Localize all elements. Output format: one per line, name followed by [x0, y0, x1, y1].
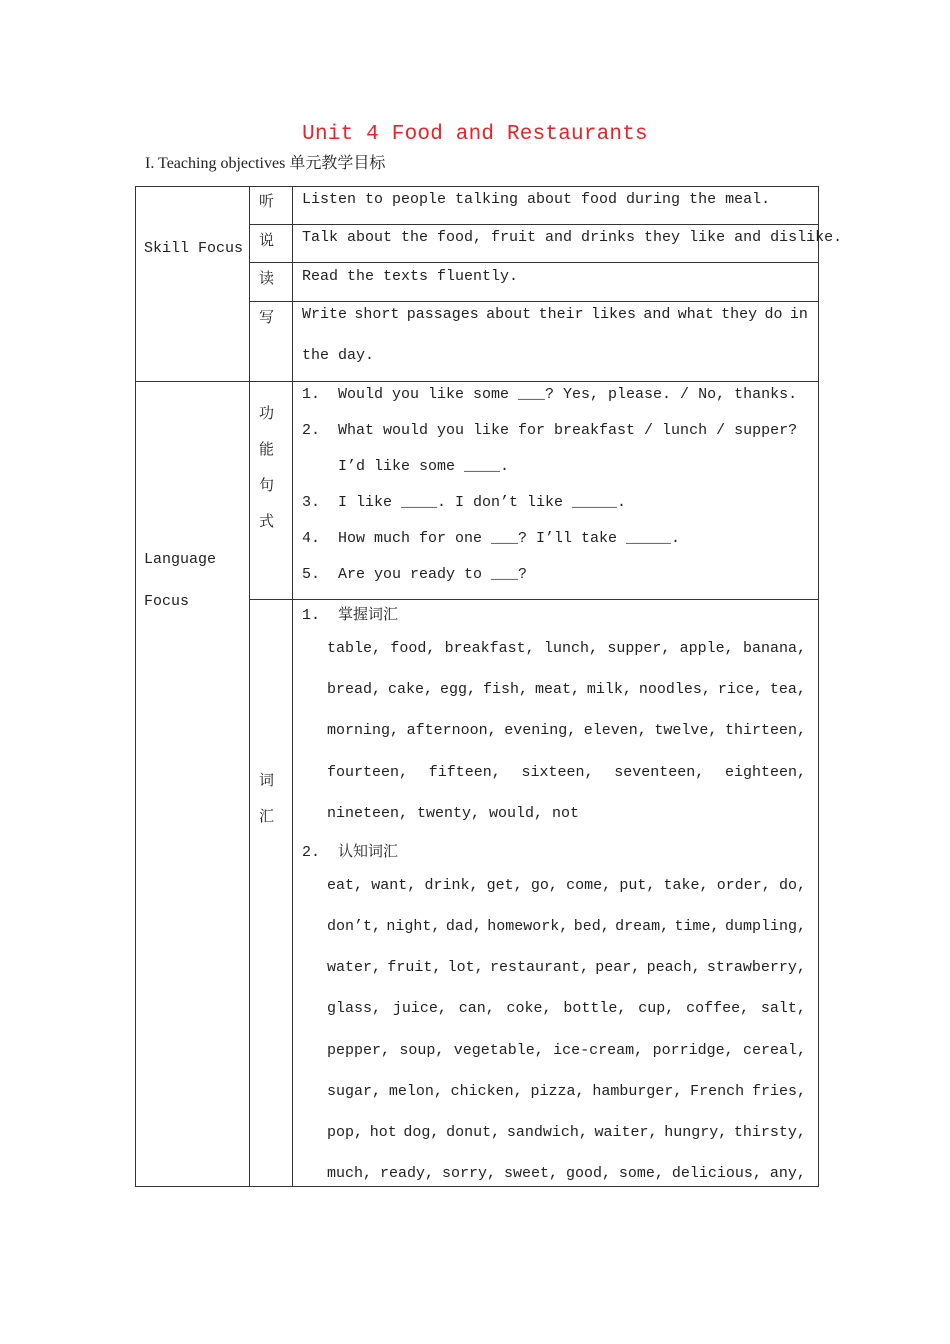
vocab-line: eat, want, drink, get, go, come, put, take, order, do,	[327, 877, 806, 894]
skill-key-read: 读	[259, 269, 275, 287]
language-focus-label: Language	[144, 551, 217, 568]
table-border	[249, 301, 819, 302]
table-border	[249, 224, 819, 225]
vocab-heading-master: 1. 掌握词汇	[302, 607, 399, 624]
vocab-key: 汇	[259, 807, 275, 825]
functional-key: 功	[259, 404, 275, 422]
sentence-pattern: 2. What would you like for breakfast / lunch / supper?	[302, 422, 798, 439]
vocab-line: nineteen, twenty, would, not	[327, 805, 580, 822]
vocab-line: much, ready, sorry, sweet, good, some, delicious, any,	[327, 1165, 806, 1182]
language-focus-label: Focus	[144, 593, 190, 610]
section-heading: I. Teaching objectives 单元教学目标	[145, 155, 386, 172]
vocab-heading-cognitive: 2. 认知词汇	[302, 844, 399, 861]
vocab-line: fourteen, fifteen, sixteen, seventeen, eighteen,	[327, 764, 806, 781]
table-border	[292, 186, 293, 1187]
sentence-pattern: 3. I like ____. I don’t like _____.	[302, 494, 627, 511]
table-border	[135, 381, 819, 382]
functional-key: 句	[259, 476, 275, 494]
table-border	[249, 599, 819, 600]
skill-text-write-line1: Write short passages about their likes and what they do in	[302, 306, 808, 323]
table-border	[135, 186, 819, 187]
page-title: Unit 4 Food and Restaurants	[302, 123, 648, 146]
vocab-line: water, fruit, lot, restaurant, pear, peach, strawberry,	[327, 959, 806, 976]
vocab-key: 词	[259, 771, 275, 789]
table-border	[818, 186, 819, 1187]
sentence-pattern: I’d like some ____.	[302, 458, 510, 475]
vocab-line: pepper, soup, vegetable, ice-cream, porridge, cereal,	[327, 1042, 806, 1059]
vocab-line: morning, afternoon, evening, eleven, twelve, thirteen,	[327, 722, 806, 739]
vocab-line: sugar, melon, chicken, pizza, hamburger, French fries,	[327, 1083, 806, 1100]
table-border	[249, 262, 819, 263]
skill-text-write-line2: the day.	[302, 347, 375, 364]
vocab-line: bread, cake, egg, fish, meat, milk, noodles, rice, tea,	[327, 681, 806, 698]
skill-key-write: 写	[259, 308, 275, 326]
table-border	[249, 186, 250, 1187]
functional-key: 能	[259, 440, 275, 458]
skill-focus-label: Skill Focus	[144, 240, 244, 257]
skill-key-listen: 听	[259, 192, 275, 210]
vocab-line: don’t, night, dad, homework, bed, dream, time, dumpling,	[327, 918, 806, 935]
sentence-pattern: 4. How much for one ___? I’ll take _____.	[302, 530, 681, 547]
vocab-line: pop, hot dog, donut, sandwich, waiter, hungry, thirsty,	[327, 1124, 806, 1141]
skill-text-speak: Talk about the food, fruit and drinks they like and dislike.	[302, 229, 843, 246]
vocab-line: table, food, breakfast, lunch, supper, apple, banana,	[327, 640, 806, 657]
skill-text-listen: Listen to people talking about food during the meal.	[302, 191, 771, 208]
functional-key: 式	[259, 512, 275, 530]
sentence-pattern: 1. Would you like some ___? Yes, please. / No, thanks.	[302, 386, 798, 403]
sentence-pattern: 5. Are you ready to ___?	[302, 566, 528, 583]
skill-text-read: Read the texts fluently.	[302, 268, 519, 285]
vocab-line: glass, juice, can, coke, bottle, cup, coffee, salt,	[327, 1000, 806, 1017]
table-border	[135, 1186, 819, 1187]
table-border	[135, 186, 136, 1187]
skill-key-speak: 说	[259, 231, 275, 249]
